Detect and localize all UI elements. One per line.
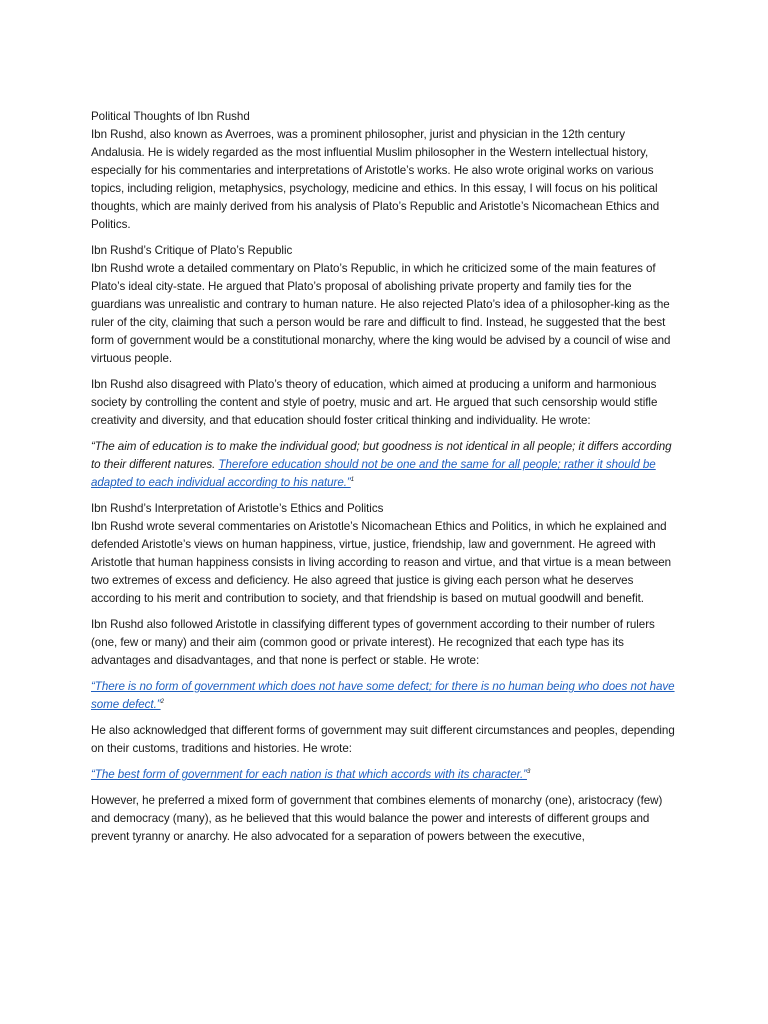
quote-nation-character: [91, 766, 677, 784]
intro-paragraph: Ibn Rushd, also known as Averroes, was a prominent philosopher, jurist and physician in the 12th century Andalusia. He is widely regarded as the most influential Muslim philosopher in the Western intellectual history, especially for his commentaries and interpretations of Aristotle’s works. He also wrote original works on various topics, including religion, metaphysics, psychology, medicine and ethics. In this essay, I will focus on his political thoughts, which are mainly derived from his analysis of Plato’s Republic and Aristotle’s Nicomachean Ethics and Politics.: [91, 128, 660, 231]
document-body-intro: [91, 108, 677, 234]
section1-heading: Ibn Rushd’s Critique of Plato’s Republic: [91, 244, 293, 257]
section2-paragraph-1: Ibn Rushd wrote several commentaries on Aristotle’s Nicomachean Ethics and Politics, in which he explained and defended Aristotle’s views on human happiness, virtue, justice, friendship, law and government. He agreed with Aristotle that human happiness consists in living according to reason and virtue, and that virtue is a mean between two extremes of excess and deficiency. He also agreed that justice is giving each person what he deserves according to his merit and contribution to society, and that friendship is based on mutual goodwill and benefit.: [91, 520, 672, 605]
section1-block: [91, 242, 677, 368]
section2-paragraph-2: Ibn Rushd also followed Aristotle in classifying different types of government according to their number of rulers (one, few or many) and their aim (common good or private interest). He recognized that each type has its advantages and disadvantages, and that none is perfect or stable. He wrote:: [91, 618, 655, 667]
document-title: Political Thoughts of Ibn Rushd: [91, 110, 250, 123]
section2-block: [91, 500, 677, 608]
footnote-2[interactable]: 2: [160, 699, 164, 706]
quote-nation-character-link[interactable]: “The best form of government for each nation is that which accords with its character.”: [91, 768, 527, 781]
section2-heading: Ibn Rushd’s Interpretation of Aristotle’s Ethics and Politics: [91, 502, 384, 515]
quote-government-defect: [91, 678, 677, 714]
section1-paragraph-2: Ibn Rushd also disagreed with Plato’s theory of education, which aimed at producing a uniform and harmonious society by controlling the content and style of poetry, music and art. He argued that such censorship would stifle creativity and diversity, and that education should foster critical thinking and individuality. He wrote:: [91, 378, 658, 427]
document-page: [91, 108, 677, 854]
quote-government-defect-link[interactable]: “There is no form of government which does not have some defect; for there is no human being who does not have some defect.”: [91, 680, 675, 711]
footnote-1[interactable]: 1: [350, 477, 355, 484]
quote-education-text: “The aim of education is to make the individual good; but goodness is not identical in all people; it differs according to their different natures.: [91, 440, 672, 471]
quote-education-link[interactable]: Therefore education should not be one and the same for all people; rather it should be adapted to each individual according to his nature.”: [91, 458, 656, 489]
section2-paragraph-3: He also acknowledged that different forms of government may suit different circumstances and peoples, depending on their customs, traditions and histories. He wrote:: [91, 724, 675, 755]
footnote-3[interactable]: 3: [526, 769, 531, 776]
quote-education: [91, 438, 677, 492]
section2-paragraph-4: However, he preferred a mixed form of government that combines elements of monarchy (one), aristocracy (few) and democracy (many), as he believed that this would balance the power and interests of different groups and prevent tyranny or anarchy. He also advocated for a separation of powers between the executive,: [91, 794, 663, 843]
section1-paragraph-1: Ibn Rushd wrote a detailed commentary on Plato’s Republic, in which he criticized some of the main features of Plato’s ideal city-state. He argued that Plato’s proposal of abolishing private property and family ties for the guardians was unrealistic and contrary to human nature. He also rejected Plato’s idea of a philosopher-king as the ruler of the city, claiming that such a person would be rare and difficult to find. Instead, he suggested that the best form of government would be a constitutional monarchy, where the king would be advised by a council of wise and virtuous people.: [91, 262, 671, 365]
